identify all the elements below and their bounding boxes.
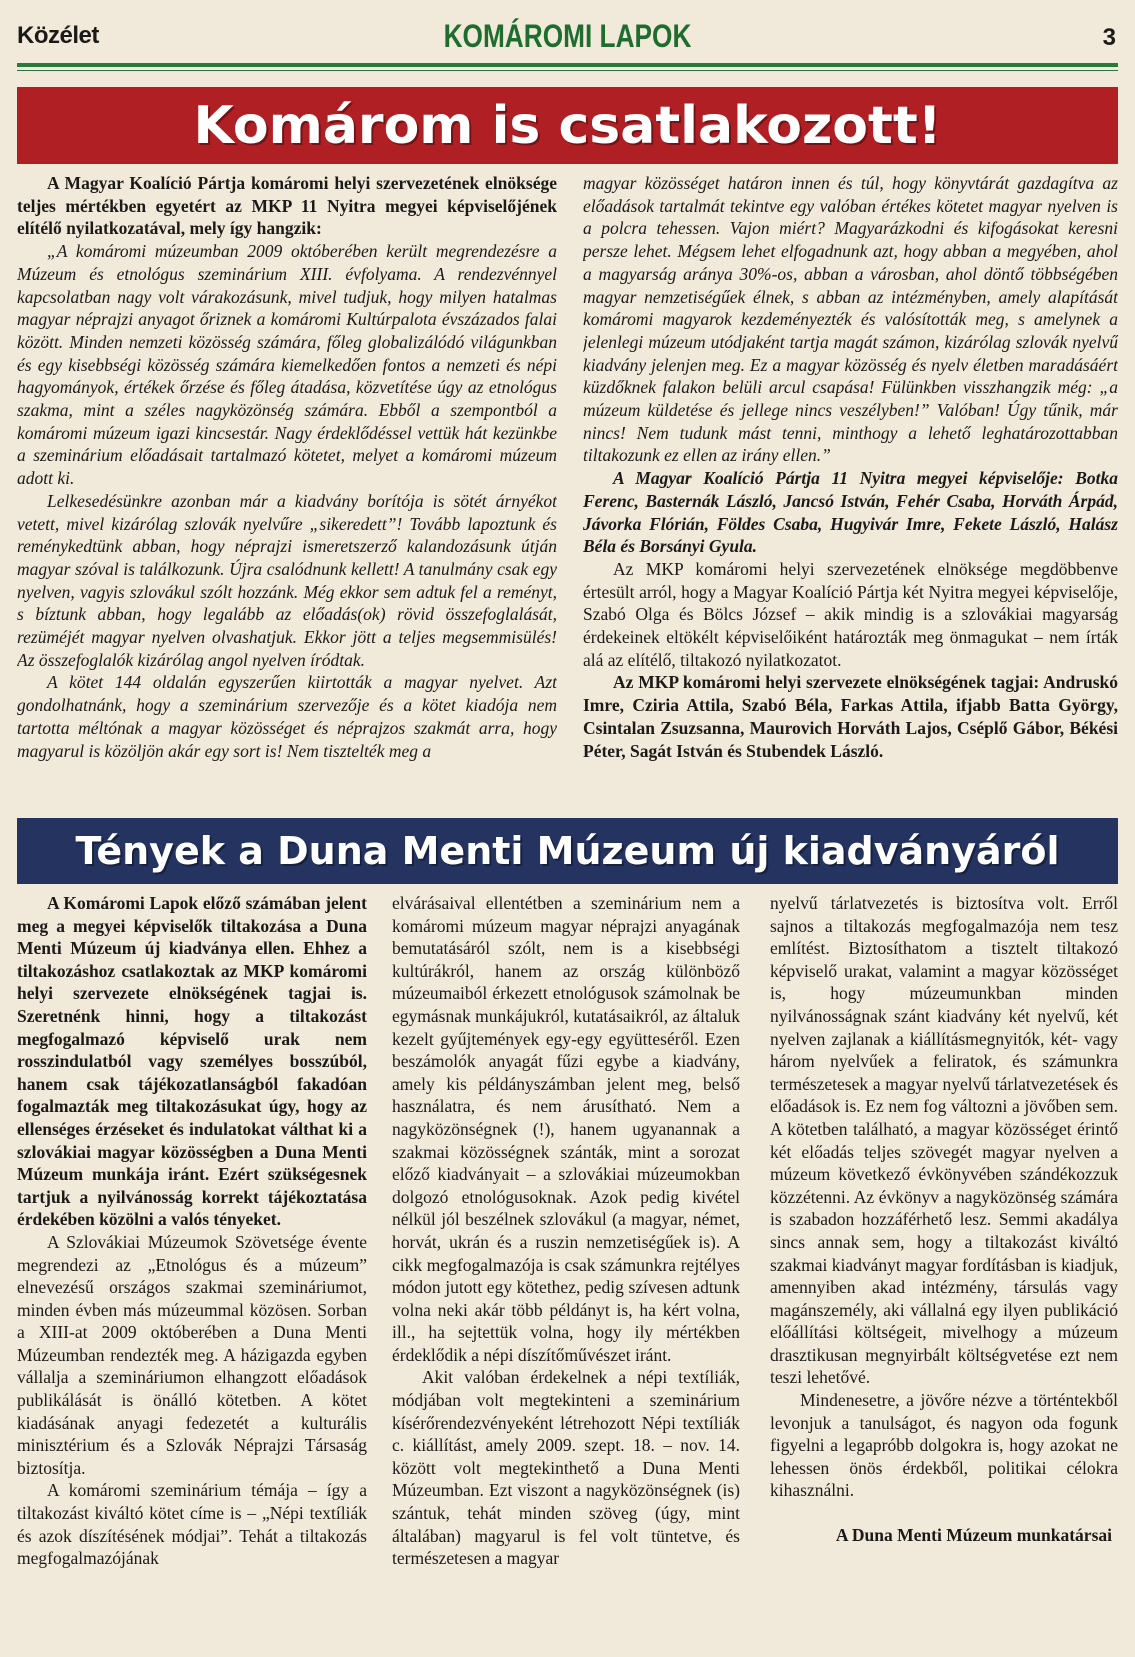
paragraph: Az MKP komáromi helyi szervezete elnökségének tagjai: Andruskó Imre, Cziria Attila, Szabó Béla, Farkas Attila, ifjabb Batta György, Csintalan Zsuzsanna, Maurovich Horváth Lajos, Cséplő Gábor, Békési Péter, Sagát István és Stubendek László. [583, 672, 1118, 761]
page-number: 3 [1102, 24, 1116, 51]
article2-title: Tények a Duna Menti Múzeum új kiadványáról [75, 829, 1060, 873]
article1-title: Komárom is csatlakozott! [193, 95, 942, 156]
header-rule-thin [17, 70, 1118, 71]
signature: A Duna Menti Múzeum munkatársai [835, 1525, 1112, 1546]
paragraph: A Magyar Koalíció Pártja 11 Nyitra megyei képviselője: Botka Ferenc, Basternák László, Jancsó István, Fehér Csaba, Horváth Árpád, Jávorka Flórián, Földes Csaba, Hugyivár Imre, Fekete László, Halász Béla és Borsányi Gyula. [583, 468, 1118, 557]
article2-title-banner [17, 818, 1118, 884]
paragraph: A Szlovákiai Múzeumok Szövetsége évente megrendezi az „Etnológus és a múzeum” elnevezésű országos szakmai szemináriumot, minden évben más múzeummal közösen. Sorban a XIII-at 2009 októberében a Duna Menti Múzeumban rendezték meg. A házigazda egyben vállalja a szemináriumon elhangzott előadások publikálását is önálló kötetben. A kötet kiadásának anyagi fedezetét a kulturális minisztérium és a Szlovák Néprajzi Társaság biztosítja. [17, 1231, 367, 1478]
article2-column-3 [770, 892, 1118, 1652]
article1-title-banner [17, 87, 1118, 164]
paragraph: „A komáromi múzeumban 2009 októberében került megrendezésre a Múzeum és etnológus szeminárium XIII. évfolyama. A rendezvénnyel kapcsolatban nagy volt várakozásunk, mivel tudjuk, hogy milyen hatalmas magyar néprajzi anyagot őriznek a komáromi Kultúrpalota évszázados falai között. Minden nemzeti közösség számára, főleg globalizálódó világunkban és egy kisebbségi közösség számára kiemelkedően fontos a nemzeti és népi hagyományok, értékek őrzése és főleg átadása, közvetítése úgy az etnológus szakma, mint a széles nagyközönség számára. Ebből a szempontból a komáromi múzeum igazi kincsestár. Nagy érdeklődéssel vettük hát kezünkbe a szeminárium előadásait tartalmazó kötetet, melyet a komáromi múzeum adott ki. [17, 241, 557, 489]
article2-column-2 [392, 892, 740, 1652]
paragraph: nyelvű tárlatvezetés is biztosítva volt. Erről sajnos a tiltakozás megfogalmazója nem tesz említést. Biztosíthatom a tisztelt tiltakozó képviselő urakat, valamint a magyar közösséget is, hogy múzeumunkban minden nyilvánosságnak szánt kiadvány két nyelvű, két nyelven zajlanak a kiállításmegnyitók, két- vagy három nyelvűek a feliratok, és számunkra természetesek a magyar nyelvű tárlatvezetések és előadások is. Ez nem fog változni a jövőben sem. A kötetben található, a magyar közösséget érintő két előadás teljes szövegét magyar nyelven a múzeum következő évkönyvében szándékozzuk közzétenni. Az évkönyv a nagyközönség számára is szabadon hozzáférhető lesz. Semmi akadálya sincs annak sem, hogy a tiltakozást kiváltó szakmai kiadványt magyar fordításban is kiadjuk, amennyiben akad intézmény, társulás vagy magánszemély, aki vállalná egy ilyen publikáció előállítási költségeit, mivelhogy a múzeum drasztikusan megnyirbált költségvetése ezt nem teszi lehetővé. [770, 893, 1118, 1388]
paragraph: Akit valóban érdekelnek a népi textíliák, módjában volt megtekinteni a szeminárium kísérőrendezvényeként létrehozott Népi textíliák c. kiállítást, amely 2009. szept. 18. – nov. 14. között volt megtekinthető a Duna Menti Múzeumban. Ezt viszont a nagyközönségnek (is) szántuk, tehát minden szöveg (úgy, mint általában) magyarul is fel volt tüntetve, és természetesen a magyar [392, 1367, 740, 1569]
page-header [17, 18, 1118, 60]
paragraph: A Magyar Koalíció Pártja komáromi helyi szervezetének elnöksége teljes mértékben egyetért az MKP 11 Nyitra megyei képviselőjének elítélő nyilatkozatával, mely így hangzik: [17, 173, 557, 239]
paragraph: A komáromi szeminárium témája – így a tiltakozást kiváltó kötet címe is – „Népi textíliák és azok díszítésének módjai”. Tehát a tiltakozás megfogalmazójának [17, 1480, 367, 1569]
header-rule [17, 63, 1118, 67]
article2-column-1 [17, 892, 367, 1652]
paragraph: Az MKP komáromi helyi szervezetének elnöksége megdöbbenve értesült arról, hogy a Magyar Koalíció Pártja két Nyitra megyei képviselője, Szabó Olga és Bölcs József – akik mindig is a szlovákiai magyarság érdekeinek eltökélt képviselőiként határozták meg önmagukat – nem írták alá az elítélő, tiltakozó nyilatkozatot. [583, 558, 1118, 670]
article1-column-2 [583, 172, 1118, 810]
article1-column-1 [17, 172, 557, 810]
paragraph: Mindenesetre, a jövőre nézve a történtekből levonjuk a tanulságot, és nagyon oda fogunk figyelni a legapróbb dolgokra is, hogy azokat ne lehessen önös érdekből, politikai célokra kihasználni. [770, 1390, 1118, 1501]
paragraph: magyar közösséget határon innen és túl, hogy könyvtárát gazdagítva az előadások tartalmát tekintve egy valóban értékes kötetet magyar nyelven is a polcra tehessen. Vajon miért? Magyarázkodni és kifogásokat keresni persze lehet. Mégsem lehet elfogadnunk azt, hogy abban a megyében, ahol a magyarság aránya 30%-os, abban a városban, ahol döntő többségében magyar nemzetiségűek élnek, s abban az intézményben, amely alapítását komáromi magyarok kezdeményezték és valósították meg, s amelynek a jelenlegi múzeum utódjaként tartja magát számon, kizárólag szlovák nyelvű kiadvány jelenjen meg. Ez a magyar közösség és nyelv életben maradásáért küzdőknek falakon belüli arcul csapása! Fülünkben visszhangzik még: „a múzeum küldetése és jellege nincs veszélyben!” Valóban! Úgy tűnik, már nincs! Nem tudunk mást tenni, minthogy a lehető leghatározottabban tiltakozunk ez ellen az irány ellen.” [583, 173, 1118, 466]
newspaper-name: KOMÁROMI LAPOK [443, 18, 692, 54]
paragraph: A kötet 144 oldalán egyszerűen kiirtották a magyar nyelvet. Azt gondolhatnánk, hogy a szeminárium szervezője és a kötet kiadója nem tartotta méltónak a magyar közösséget és néprajzos szakmát arra, hogy magyarul is közöljön akár egy sort is! Nem tisztelték meg a [17, 672, 557, 761]
paragraph: Lelkesedésünkre azonban már a kiadvány borítója is sötét árnyékot vetett, mivel kizárólag szlovák nyelvűre „sikeredett”! Tovább lapoztunk és reménykedtünk abban, hogy néprajzi ismeretszerző kalandozásunk útján magyar szóval is találkozunk. Újra csalódnunk kellett! A tanulmány csak egy nyelven, vagyis szlovákul szólt hozzánk. Még ekkor sem adtuk fel a reményt, s bíztunk abban, hogy legalább az előadás(ok) rövid összefoglalását, rezüméjét magyar nyelven olvashatjuk. Ekkor jött a teljes megsemmisülés! Az összefoglalók kizárólag angol nyelven íródtak. [17, 490, 557, 670]
paragraph: A Komáromi Lapok előző számában jelent meg a megyei képviselők tiltakozása a Duna Menti Múzeum új kiadványa ellen. Ehhez a tiltakozáshoz csatlakoztak az MKP komáromi helyi szervezete elnökségének tagjai is. Szeretnénk hinni, hogy a tiltakozást megfogalmazó képviselő urak nem rosszindulatból vagy személyes bosszúból, hanem csak tájékozatlanságból fakadóan fogalmazták meg tiltakozásukat úgy, hogy az ellenséges érzéseket és indulatokat válthat ki a szlovákiai magyar közösségben a Duna Menti Múzeum munkája iránt. Ezért szükségesnek tartjuk a nyilvánosság korrekt tájékoztatása érdekében közölni a valós tényeket. [17, 893, 367, 1230]
paragraph: elvárásaival ellentétben a szeminárium nem a komáromi múzeum magyar néprajzi anyagának bemutatásáról szólt, nem is a kisebbségi kultúrákról, hanem az ország különböző múzeumaiból érkezett etnológusok számolnak be egymásnak munkájukról, kutatásaikról, az általuk kezelt gyűjtemények egy-egy együtteséről. Ezen beszámolók anyagát fűzi egybe a kiadvány, amely kis példányszámban jelent meg, belső használatra, és nem árusítható. Nem a nagyközönségnek (!), hanem ugyanannak a szakmai közösségnek szánták, mint a sorozat előző kiadványait – a szlovákiai múzeumokban dolgozó etnológusoknak. Azok pedig kivétel nélkül jól beszélnek szlovákul (a magyar, német, horvát, ukrán és a ruszin nemzetiségűek is). A cikk megfogalmazója is csak számunkra rejtélyes módon jutott egy kötethez, pedig szívesen adtunk volna neki akár több példányt is, ha kért volna, ill., ha sejtettük volna, hogy ily mértékben érdeklődik a népi díszítőművészet iránt. [392, 893, 740, 1365]
section-name: Közélet [17, 22, 99, 49]
